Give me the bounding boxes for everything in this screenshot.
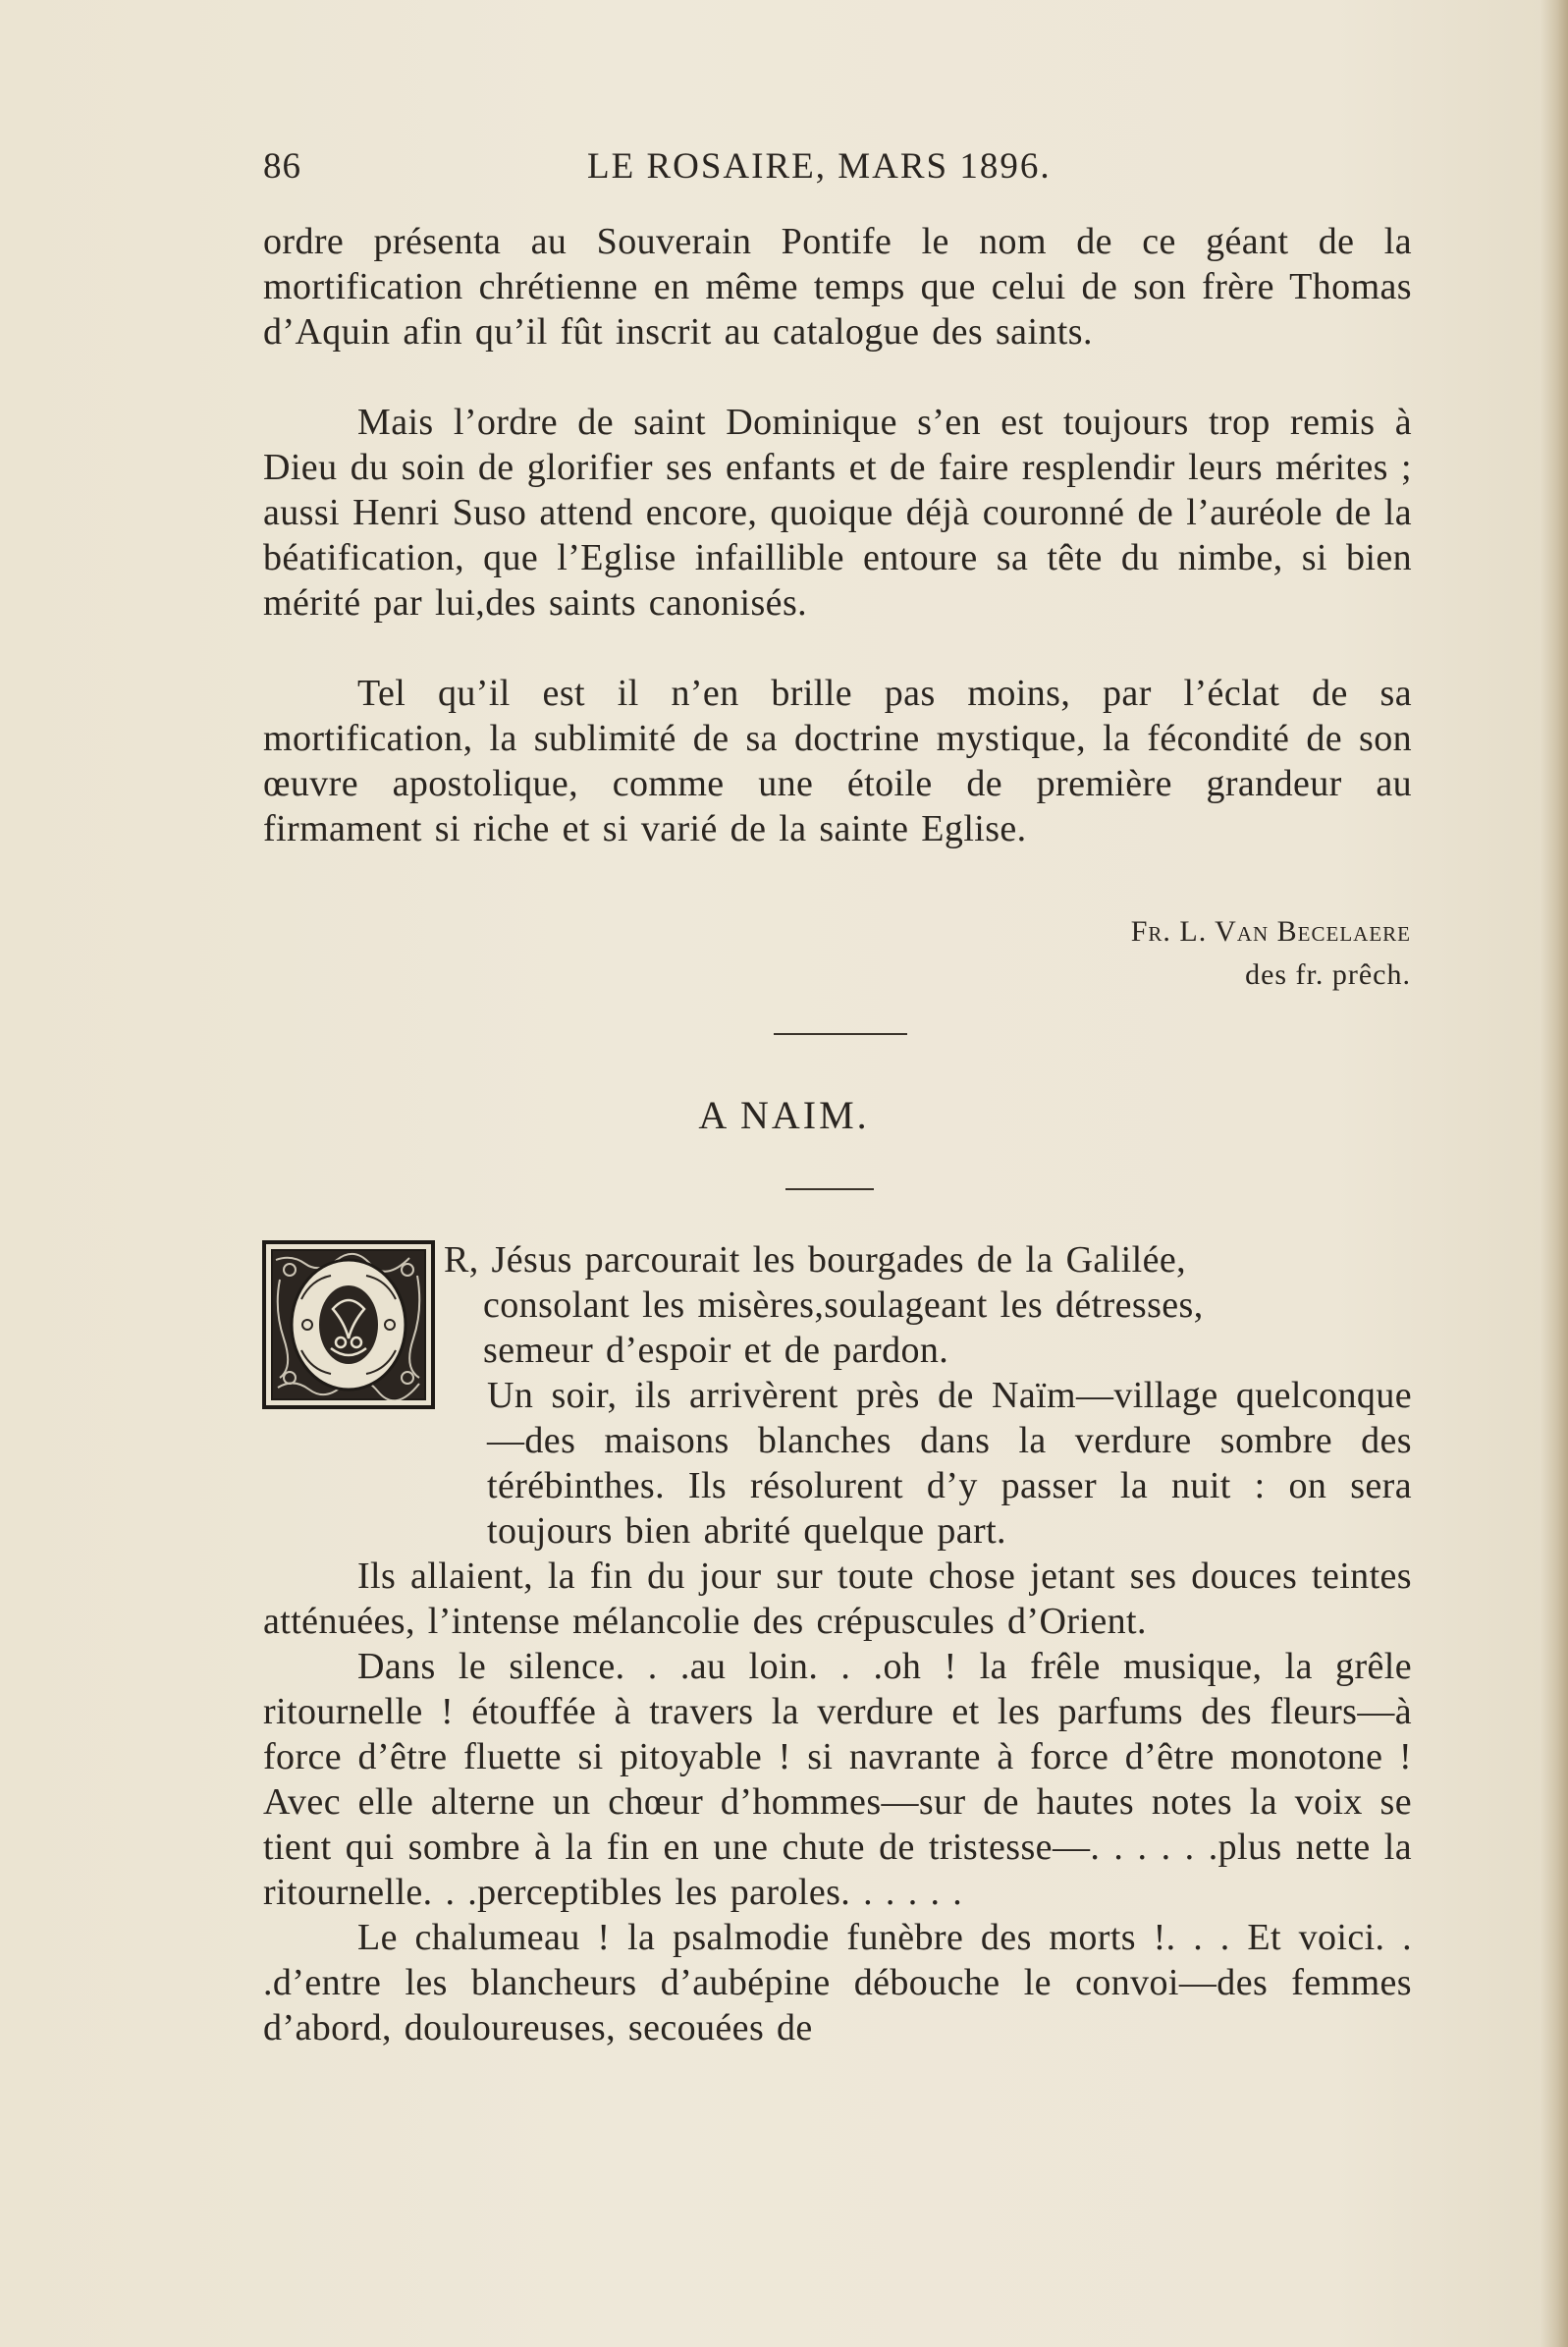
opening-line: semeur d’espoir et de pardon. — [483, 1330, 949, 1371]
article-body — [263, 1373, 1412, 2050]
paragraph-suso-star: Tel qu’il est il n’en brille pas moins, par l’éclat de sa mortification, la sublimité de sa doctrine mystique, la fécondité de son œuvre apostolique, comme une étoile de première grandeur au firmament si riche et si varié de la sainte Eglise. — [263, 673, 1412, 849]
author-signature — [1131, 910, 1411, 997]
article-title: A NAIM. — [698, 1093, 870, 1137]
paragraph-funeral-procession: Le chalumeau ! la psalmodie funèbre des morts !. . . Et voici. . .d’entre les blancheurs d’aubépine débouche le convoi—des femmes d’abord, douloureuses, secouées de — [263, 1917, 1412, 2048]
paragraph-arrival-naim — [263, 1373, 1412, 1554]
paragraph-twilight: Ils allaient, la fin du jour sur toute chose jetant ses douces teintes atténuées, l’intense mélancolie des crépuscules d’Orient. — [263, 1556, 1412, 1642]
page-edge-shadow — [1541, 0, 1568, 2347]
title-underline — [785, 1188, 874, 1190]
page-header — [263, 145, 1412, 194]
author-affiliation: des fr. prêch. — [1245, 958, 1411, 991]
article-opening — [444, 1237, 1412, 1373]
opening-line: R, Jésus parcourait les bourgades de la Galilée, — [444, 1239, 1187, 1281]
section-divider — [774, 1033, 907, 1035]
page-number: 86 — [263, 146, 301, 187]
opening-line: consolant les misères,soulageant les détresses, — [483, 1284, 1204, 1326]
author-name: Fr. L. Van Becelaere — [1130, 915, 1411, 948]
paragraph-text: Un soir, ils arrivèrent près de Naïm—village quelconque—des maisons blanches dans la verdure sombre des térébinthes. Ils résolurent d’y passer la nuit : on sera toujours bien abrité quelque part. — [487, 1375, 1412, 1552]
paragraph-silence-music: Dans le silence. . .au loin. . .oh ! la frêle musique, la grêle ritournelle ! étouffée à travers la verdure et les parfums des fleurs—à force d’être fluette si pitoyable ! si navrante à force d’être monotone ! Avec elle alterne un chœur d’hommes—sur de hautes notes la voix se tient qui sombre à la fin en une chute de tristesse—. . . . . .plus nette la ritournelle. . .perceptibles les paroles. . . . . . — [263, 1646, 1412, 1913]
paragraph-suso-beatification: Mais l’ordre de saint Dominique s’en est toujours trop remis à Dieu du soin de glorifier ses enfants et de faire resplendir leurs mérites ; aussi Henri Suso attend encore, quoique déjà couronné de l’auréole de la béatification, que l’Eglise infaillible entoure sa tête du nimbe, si bien mérité par lui,des saints canonisés. — [263, 402, 1412, 624]
running-title: LE ROSAIRE, MARS 1896. — [587, 146, 1052, 187]
paragraph-continuation: ordre présenta au Souverain Pontife le nom de ce géant de la mortification chrétienne en même temps que celui de son frère Thomas d’Aquin afin qu’il fût inscrit au catalogue des saints. — [263, 221, 1412, 353]
